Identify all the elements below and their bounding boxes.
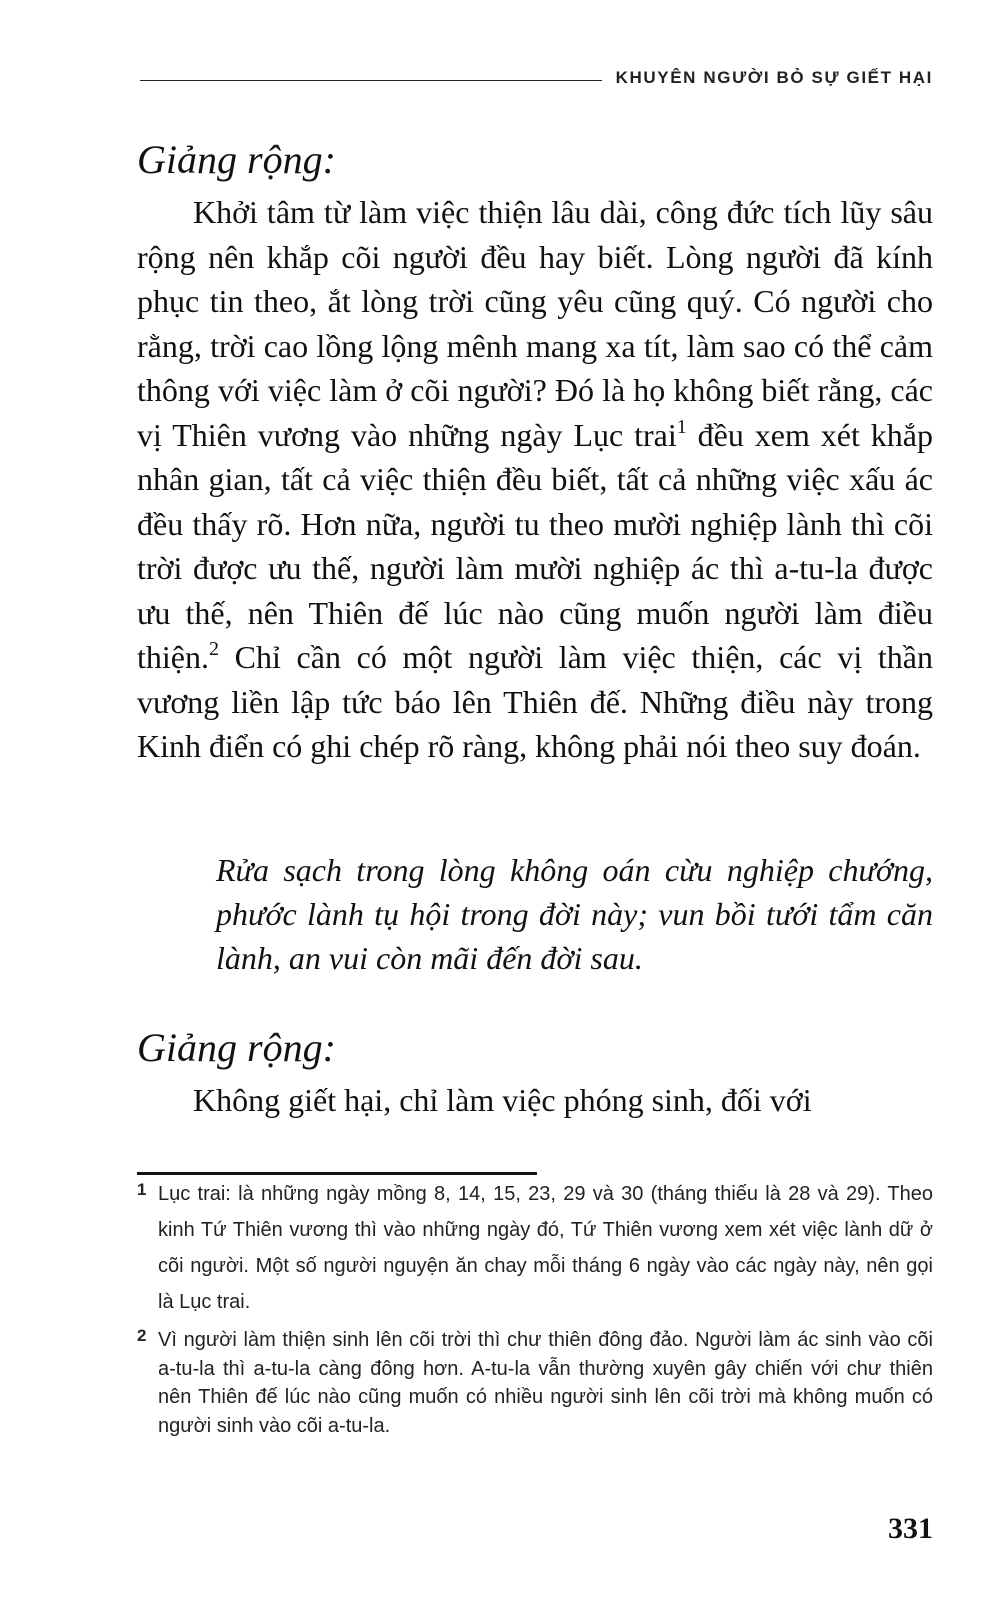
- footnote-text: Vì người làm thiện sinh lên cõi trời thì chư thiên đông đảo. Người làm ác sinh vào cõi a-tu-la thì a-tu-la càng đông hơn. A-tu-la vẫn thường xuyên gây chiến với chư thiên nên Thiên đế lúc nào cũng muốn có nhiều người sinh lên cõi trời mà không muốn có người sinh vào cõi a-tu-la.: [158, 1329, 933, 1437]
- paragraph-text: Không giết hại, chỉ làm việc phóng sinh, đối với: [193, 1082, 812, 1118]
- footnote-2: [137, 1326, 933, 1440]
- paragraph-text-part-2: đều xem xét khắp nhân gian, tất cả việc thiện đều biết, tất cả những việc xấu ác đều thấy rõ. Hơn nữa, người tu theo mười nghiệp lành thì cõi trời được ưu thế, người làm mười nghiệp ác thì a-tu-la được ưu thế, nên Thiên đế lúc nào cũng muốn người làm điều thiện.: [137, 416, 934, 675]
- paragraph-text-part-3: Chỉ cần có một người làm việc thiện, các vị thần vương liền lập tức báo lên Thiên đế. Những điều này trong Kinh điển có ghi chép rõ ràng, không phải nói theo suy đoán.: [137, 639, 933, 764]
- footnote-ref-1[interactable]: 1: [676, 415, 687, 438]
- footnote-mark: 1: [137, 1180, 147, 1199]
- footnote-separator: [137, 1172, 537, 1175]
- running-title: KHUYÊN NGƯỜI BỎ SỰ GIẾT HẠI: [615, 68, 933, 87]
- header-rule: [140, 80, 602, 81]
- body-paragraph-2: [137, 1078, 933, 1123]
- section-heading-1: Giảng rộng:: [137, 137, 336, 182]
- footnote-1: [137, 1176, 933, 1320]
- paragraph-text-part-1: Khởi tâm từ làm việc thiện lâu dài, công đức tích lũy sâu rộng nên khắp cõi người đều hay biết. Lòng người đã kính phục tin theo, ắt lòng trời cũng yêu cũng quý. Có người cho rằng, trời cao lồng lộng mênh mang xa tít, làm sao có thể cảm thông với việc làm ở cõi người? Đó là họ không biết rằng, các vị Thiên vương vào những ngày Lục trai: [137, 194, 933, 453]
- body-paragraph-1: [137, 190, 933, 769]
- italic-quote: Rửa sạch trong lòng không oán cừu nghiệp chướng, phước lành tụ hội trong đời này; vun bồi tưới tẩm căn lành, an vui còn mãi đến đời sau.: [216, 852, 933, 976]
- footnote-text: Lục trai: là những ngày mồng 8, 14, 15, 23, 29 và 30 (tháng thiếu là 28 và 29). Theo kinh Tứ Thiên vương thì vào những ngày đó, Tứ Thiên vương xem xét việc lành dữ ở cõi người. Một số người nguyện ăn chay mỗi tháng 6 ngày vào các ngày này, nên gọi là Lục trai.: [158, 1183, 933, 1313]
- footnote-mark: 2: [137, 1326, 147, 1345]
- footnote-ref-2[interactable]: 2: [208, 638, 219, 660]
- running-header: [140, 62, 933, 88]
- section-heading-2: Giảng rộng:: [137, 1025, 336, 1070]
- page-number: 331: [888, 1512, 933, 1545]
